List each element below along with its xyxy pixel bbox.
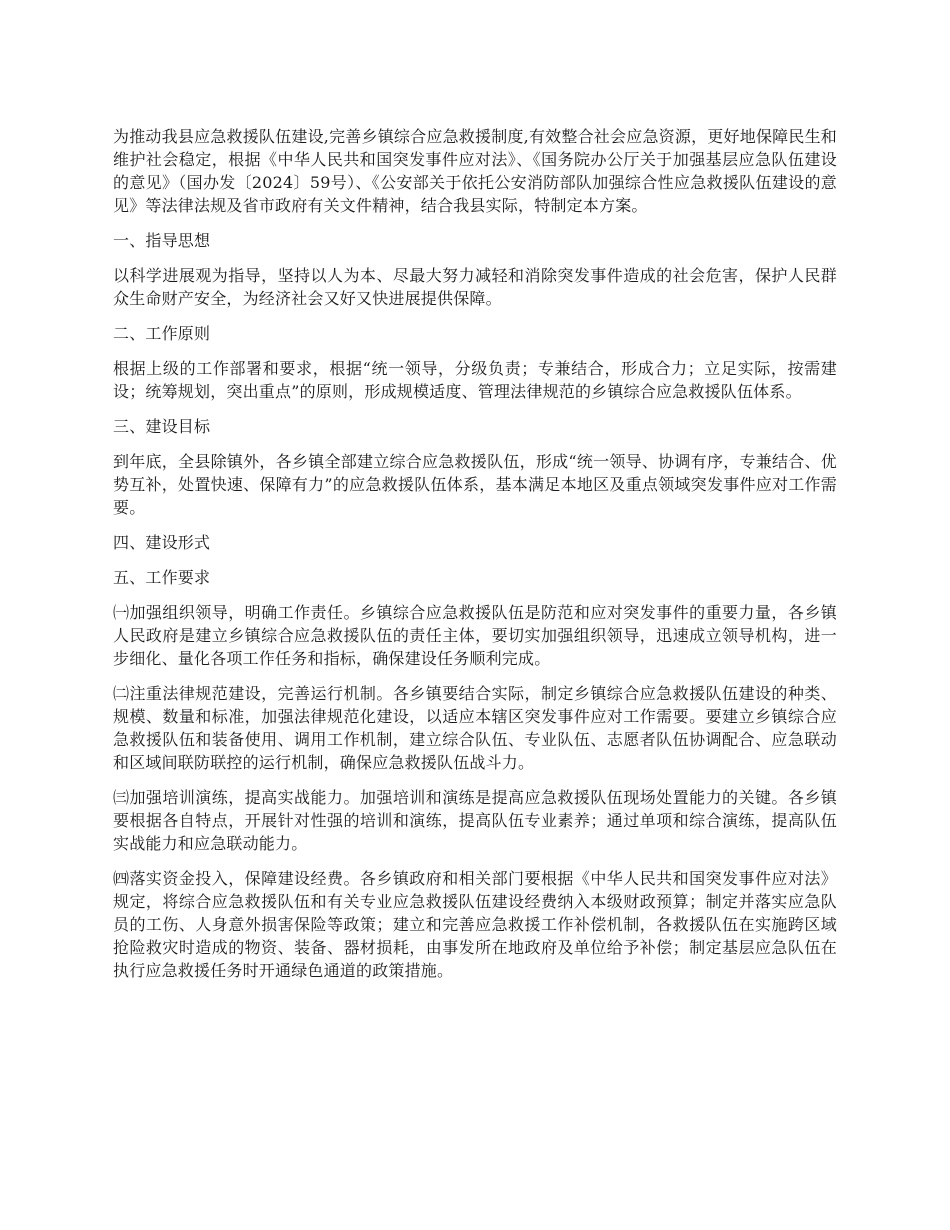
section-heading-work-requirements: 五、工作要求 <box>113 568 211 587</box>
requirement-1-paragraph: ㈠加强组织领导，明确工作责任。乡镇综合应急救援队伍是防范和应对突发事件的重要力量，各乡镇人民政府是建立乡镇综合应急救援队伍的责任主体，要切实加强组织领导，迅速成立领导机构，进一步细化、量化各项工作任务和指标，确保建设任务顺利完成。 <box>113 603 837 668</box>
requirement-4-paragraph: ㈣落实资金投入，保障建设经费。各乡镇政府和相关部门要根据《中华人民共和国突发事件应对法》规定，将综合应急救援队伍和有关专业应急救援队伍建设经费纳入本级财政预算；制定并落实应急队员的工伤、人身意外损害保险等政策；建立和完善应急救援工作补偿机制，各救援队伍在实施跨区域抢险救灾时造成的物资、装备、器材损耗，由事发所在地政府及单位给予补偿；制定基层应急队伍在执行应急救援任务时开通绿色通道的政策措施。 <box>113 869 837 980</box>
section-heading-work-principles: 二、工作原则 <box>113 324 211 343</box>
section-heading-guiding-ideology: 一、指导思想 <box>113 231 211 250</box>
requirement-3-paragraph: ㈢加强培训演练，提高实战能力。加强培训和演练是提高应急救援队伍现场处置能力的关键。各乡镇要根据各自特点，开展针对性强的培训和演练，提高队伍专业素养；通过单项和综合演练，提高队伍实战能力和应急联动能力。 <box>113 788 837 853</box>
guiding-ideology-paragraph: 以科学进展观为指导，坚持以人为本、尽最大努力减轻和消除突发事件造成的社会危害，保护人民群众生命财产安全，为经济社会又好又快进展提供保障。 <box>113 266 837 308</box>
intro-paragraph: 为推动我县应急救援队伍建设,完善乡镇综合应急救援制度,有效整合社会应急资源，更好地保障民生和维护社会稳定，根据《中华人民共和国突发事件应对法》、《国务院办公厅关于加强基层应急队伍建设的意见》（国办发〔2024〕59号）、《公安部关于依托公安消防部队加强综合性应急救援队伍建设的意见》等法律法规及省市政府有关文件精神，结合我县实际，特制定本方案。 <box>113 127 837 215</box>
construction-goals-paragraph: 到年底，全县除镇外，各乡镇全部建立综合应急救援队伍，形成“统一领导、协调有序，专兼结合、优势互补，处置快速、保障有力”的应急救援队伍体系，基本满足本地区及重点领域突发事件应对工作需要。 <box>113 452 837 517</box>
section-heading-construction-form: 四、建设形式 <box>113 533 211 552</box>
document-body <box>113 125 837 994</box>
requirement-2-paragraph: ㈡注重法律规范建设，完善运行机制。各乡镇要结合实际，制定乡镇综合应急救援队伍建设的种类、规模、数量和标准，加强法律规范化建设，以适应本辖区突发事件应对工作需要。要建立乡镇综合应急救援队伍和装备使用、调用工作机制，建立综合队伍、专业队伍、志愿者队伍协调配合、应急联动和区域间联防联控的运行机制，确保应急救援队伍战斗力。 <box>113 684 837 772</box>
work-principles-paragraph: 根据上级的工作部署和要求，根据“统一领导，分级负责；专兼结合，形成合力；立足实际，按需建设；统筹规划，突出重点”的原则，形成规模适度、管理法律规范的乡镇综合应急救援队伍体系。 <box>113 359 837 401</box>
section-heading-construction-goals: 三、建设目标 <box>113 417 211 436</box>
